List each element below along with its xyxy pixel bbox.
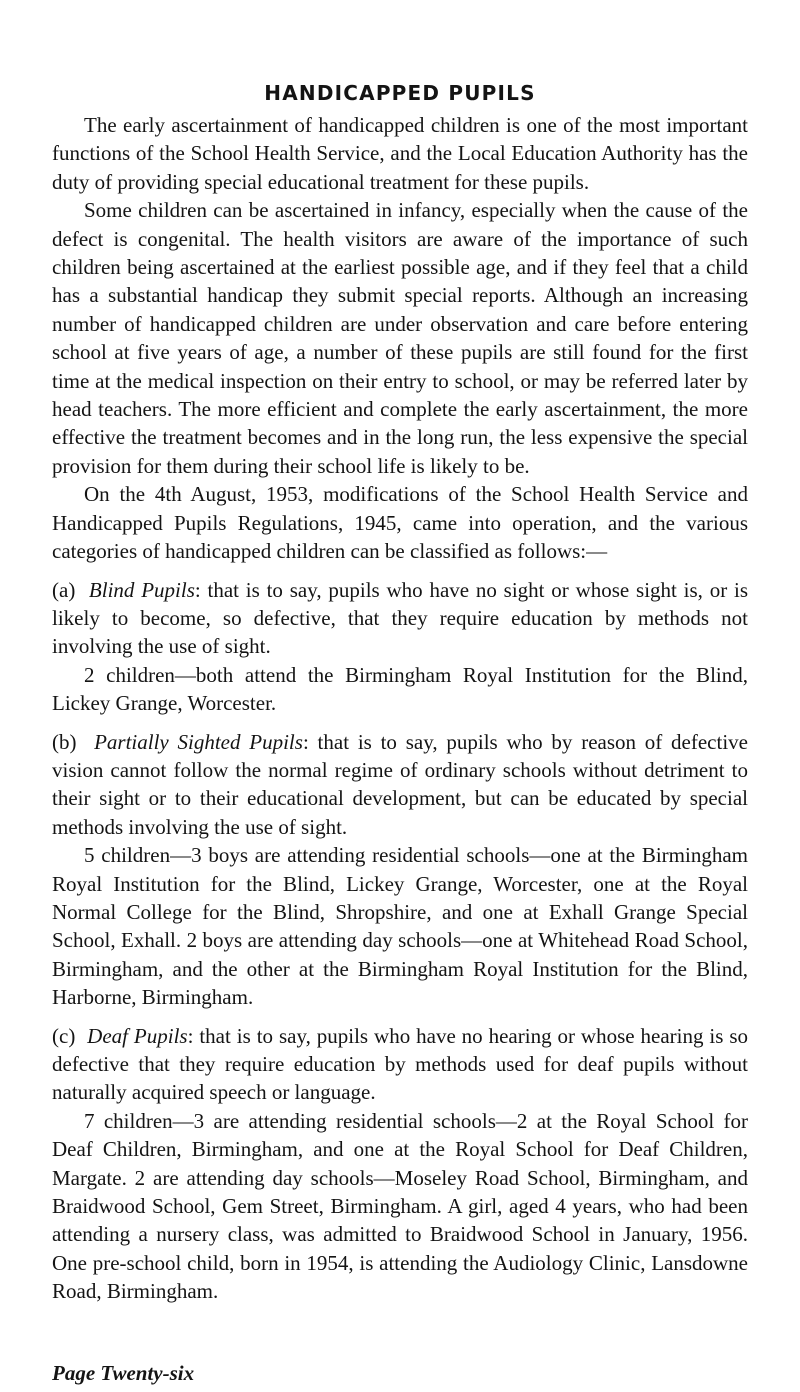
category-name: Blind Pupils xyxy=(88,577,195,602)
category-letter: (c) xyxy=(52,1023,76,1048)
category-partially-sighted xyxy=(52,728,748,1012)
category-definition-text: : that is to say, pupils who have no hearing or whose hearing is so defective that they require education by methods used for deaf pupils without naturally acquired speech or language. xyxy=(52,1023,749,1105)
page-number: Page Twenty-six xyxy=(52,1361,195,1385)
intro-paragraph-2: Some children can be ascertained in infancy, especially when the cause of the defect is congenital. The health visitors are aware of the importance of such children being ascertained at the earliest possible age, and if they feel that a child has a substantial handicap they submit special reports. Although an increasing number of handicapped children are under observation and care before entering school at five years of age, a number of these pupils are still found for the first time at the medical inspection on their entry to school, or may be referred later by head teachers. The more efficient and complete the early ascertainment, the more effective the treatment becomes and in the long run, the less expensive the special provision for them during their school life is likely to be. xyxy=(52,198,748,478)
category-definition xyxy=(52,1022,748,1107)
category-definition-text: : that is to say, pupils who have no sight or whose sight is, or is likely to become, so defective, that they require education by methods not involving the use of sight. xyxy=(52,577,749,659)
category-detail: 2 children—both attend the Birmingham Royal Institution for the Blind, Lickey Grange, Worcester. xyxy=(52,662,748,716)
category-deaf xyxy=(52,1022,748,1306)
category-letter: (b) xyxy=(52,729,77,754)
category-letter: (a) xyxy=(52,577,76,602)
category-detail: 5 children—3 boys are attending residential schools—one at the Birmingham Royal Institution for the Blind, Lickey Grange, Worcester, one at the Royal Normal College for the Blind, Shropshire, and one at Exhall Grange Special School, Exhall. 2 boys are attending day schools—one at Whitehead Road School, Birmingham, and the other at the Birmingham Royal Institution for the Blind, Harborne, Birmingham. xyxy=(52,843,748,1010)
intro-paragraph-1: The early ascertainment of handicapped children is one of the most important functions of the School Health Service, and the Local Education Authority has the duty of providing special educational treatment for these pupils. xyxy=(52,113,748,194)
category-definition xyxy=(52,728,748,842)
category-definition-text: : that is to say, pupils who by reason of defective vision cannot follow the normal regime of ordinary schools without detriment to their sight or to their educational development, but can be educated by special methods involving the use of sight. xyxy=(52,729,748,839)
document-body xyxy=(52,111,748,1306)
category-name: Partially Sighted Pupils xyxy=(94,729,303,754)
page-title: HANDICAPPED PUPILS xyxy=(264,81,536,105)
intro-paragraph-3: On the 4th August, 1953, modifications of the School Health Service and Handicapped Pupils Regulations, 1945, came into operation, and the various categories of handicapped children can be classified as follows:— xyxy=(52,482,748,564)
category-name: Deaf Pupils xyxy=(87,1023,188,1048)
category-blind xyxy=(52,576,748,718)
category-detail: 7 children—3 are attending residential schools—2 at the Royal School for Deaf Children, Birmingham, and one at the Royal School for Deaf Children, Margate. 2 are attending day schools—Moseley Road School, Birmingham, and Braidwood School, Gem Street, Birmingham. A girl, aged 4 years, who had been attending a nursery class, was admitted to Braidwood School in January, 1956. One pre-school child, born in 1954, is attending the Audiology Clinic, Lansdowne Road, Birmingham. xyxy=(52,1108,748,1304)
category-definition xyxy=(52,576,748,661)
